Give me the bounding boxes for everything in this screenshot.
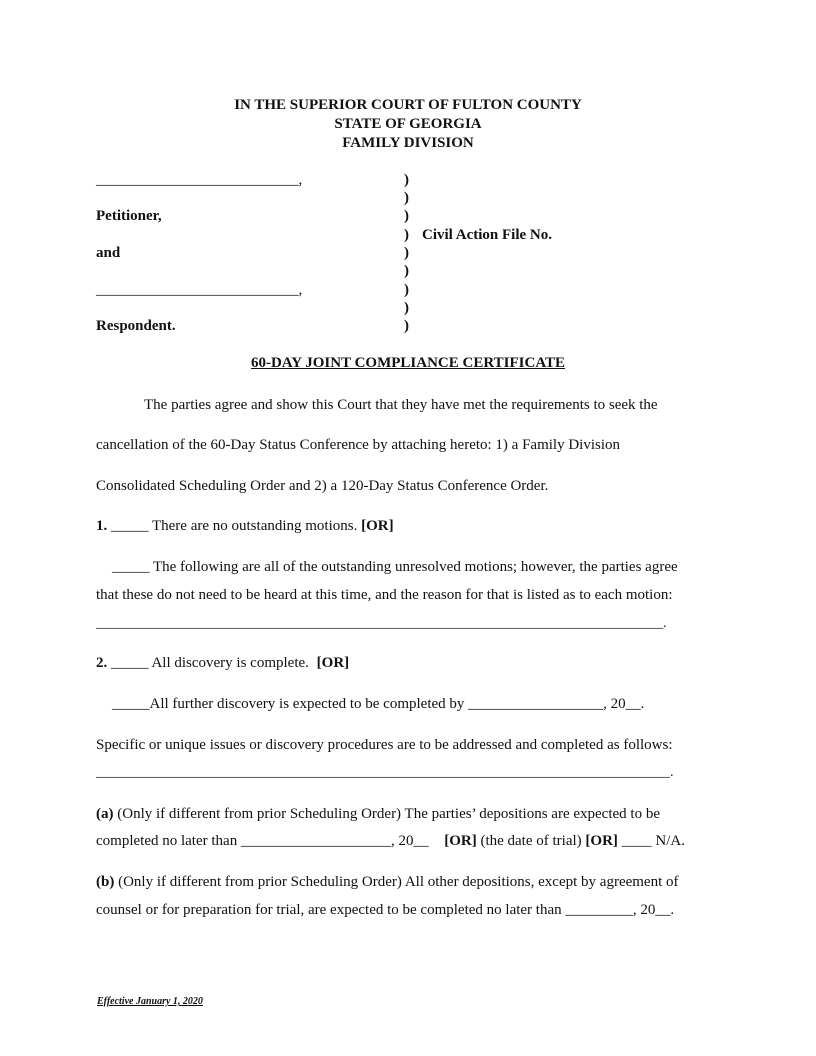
caption-paren: ) (404, 172, 409, 188)
intro-line-1: The parties agree and show this Court that they have met the requirements to seek the (144, 397, 658, 413)
item-a-label: (a) (96, 806, 114, 822)
item-2-text: All discovery is complete. (151, 655, 309, 671)
item-b-text-1: (Only if different from prior Scheduling Order) All other depositions, except by agreement of (118, 874, 679, 890)
caption-paren: ) (404, 190, 409, 206)
item-2-procedure-line: __________________________________________________________________________________. (96, 765, 674, 780)
item-1-blank: _____ (111, 518, 149, 534)
item-1 (96, 518, 394, 535)
respondent-blank: ___________________________, (96, 282, 303, 298)
item-1-text: There are no outstanding motions. (151, 518, 358, 534)
petitioner-blank: ___________________________, (96, 172, 303, 188)
item-2-blank: _____ (111, 655, 149, 671)
division-name: FAMILY DIVISION (342, 135, 474, 151)
caption-paren: ) (404, 300, 409, 316)
caption-paren: ) (404, 318, 409, 334)
caption-paren: ) (404, 263, 409, 279)
item-1-alt-text: The following are all of the outstanding unresolved motions; however, the parties agree (152, 559, 678, 575)
item-b-text-2: counsel or for preparation for trial, are expected to be completed no later than _________, 20__. (96, 902, 675, 918)
item-2-alt: _____All further discovery is expected to be completed by __________________, 20__. (112, 696, 645, 712)
and-label: and (96, 245, 121, 261)
document-title: 60-DAY JOINT COMPLIANCE CERTIFICATE (250, 355, 566, 371)
respondent-label: Respondent. (96, 318, 176, 334)
item-a-text-1: (Only if different from prior Scheduling Order) The parties’ depositions are expected to be (117, 806, 660, 822)
item-a-or-2: [OR] (585, 833, 618, 849)
item-a-line-1 (96, 806, 660, 823)
item-1-motion-line: _________________________________________________________________________________. (96, 616, 667, 631)
item-2-specific: Specific or unique issues or discovery procedures are to be addressed and completed as follows: (96, 737, 673, 753)
item-a-line-2 (96, 833, 685, 850)
state-name: STATE OF GEORGIA (334, 116, 482, 132)
caption-paren: ) (404, 282, 409, 298)
petitioner-label: Petitioner, (96, 208, 162, 224)
civil-action-label: Civil Action File No. (422, 227, 552, 243)
item-2-number: 2. (96, 655, 108, 671)
intro-line-3: Consolidated Scheduling Order and 2) a 120-Day Status Conference Order. (96, 478, 549, 494)
item-1-alt-blank: _____ (112, 559, 150, 575)
item-b-line-1 (96, 874, 679, 891)
item-1-number: 1. (96, 518, 108, 534)
item-a-text-2-pre: completed no later than ____________________, 20__ (96, 833, 429, 849)
caption-paren: ) (404, 227, 409, 243)
item-1-alt-text-2: that these do not need to be heard at this time, and the reason for that is listed as to each motion: (96, 587, 673, 603)
item-1-alt (112, 559, 678, 576)
item-b-label: (b) (96, 874, 115, 890)
caption-paren: ) (404, 245, 409, 261)
item-2 (96, 655, 349, 672)
caption-paren: ) (404, 208, 409, 224)
item-1-or: [OR] (361, 518, 394, 534)
item-a-text-2-mid: (the date of trial) (480, 833, 582, 849)
effective-date-footer: Effective January 1, 2020 (97, 996, 203, 1007)
intro-line-2: cancellation of the 60-Day Status Conference by attaching hereto: 1) a Family Division (96, 437, 621, 453)
item-2-or: [OR] (316, 655, 350, 671)
item-a-text-2-post: ____ N/A. (621, 833, 685, 849)
item-a-or-1: [OR] (444, 833, 477, 849)
court-name: IN THE SUPERIOR COURT OF FULTON COUNTY (234, 97, 582, 113)
